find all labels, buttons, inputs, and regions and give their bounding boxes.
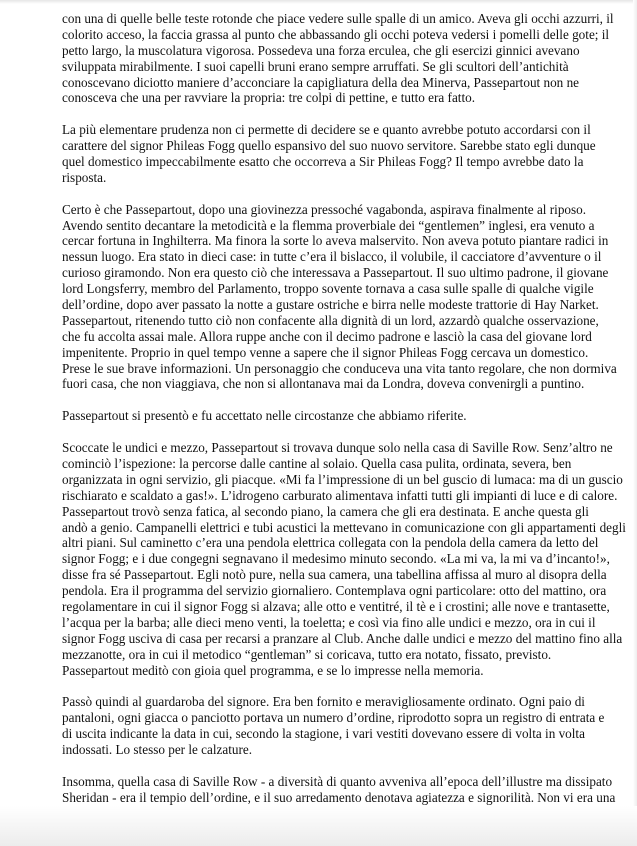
text-line: che fu accolta assai male. Allora ruppe anche con il decimo padrone e lasciò la casa del giovane lord xyxy=(62,328,592,344)
text-line: risposta. xyxy=(62,169,107,185)
text-line: Scoccate le undici e mezzo, Passepartout si trovava dunque solo nella casa di Saville Row. Senz’altro ne xyxy=(62,440,613,456)
text-line: sviluppata mirabilmente. I suoi capelli bruni erano sempre arruffati. Se gli scultori dell’antichità xyxy=(62,58,569,74)
paragraph xyxy=(62,11,614,106)
text-line: Passò quindi al guardaroba del signore. Era ben fornito e meravigliosamente ordinato. Ogni paio di xyxy=(62,694,585,710)
text-line: di uscita indicante la data in cui, secondo la stagione, i vari vestiti dovevano essere di volta in volta xyxy=(62,726,585,742)
text-line: mezzanotte, ora in cui il metodico “gentleman” si coricava, tutto era notato, fissato, previsto. xyxy=(62,646,552,662)
text-line: pendola. Era il programma del servizio giornaliero. Contemplava ogni particolare: otto del mattino, ora xyxy=(62,583,607,599)
text-line: Passepartout, ritenendo tutto ciò non confacente alla dignità di un lord, azzardò qualche osservazione, xyxy=(62,312,599,328)
text-line: curioso giramondo. Non era questo ciò che interessava a Passepartout. Il suo ultimo padrone, il giovane xyxy=(62,265,609,281)
text-line: Insomma, quella casa di Saville Row - a diversità di quanto avveniva all’epoca dell’illustre ma dissipato xyxy=(62,773,613,789)
text-line: lord Longsferry, membro del Parlamento, troppo sovente tornava a casa sulle spalle di qualche vigile xyxy=(62,281,594,297)
text-line: quel domestico impeccabilmente esatto che occorreva a Sir Phileas Fogg? Il tempo avrebbe dato la xyxy=(62,154,584,170)
text-line: Passepartout si presentò e fu accettato nelle circostanze che abbiamo riferite. xyxy=(62,408,467,424)
paragraph xyxy=(62,408,582,424)
text-line: altri piani. Sul caminetto c’era una pendola elettrica collegata con la pendola della camera da letto del xyxy=(62,535,599,551)
page-bottom-edge xyxy=(0,806,637,846)
text-line: rischiarato e scaldato a gas!». L’idrogeno carburato alimentava infatti tutti gli impianti di luce e di calore. xyxy=(62,487,618,503)
page-right-edge xyxy=(633,0,637,846)
text-line: regolamentare in cui il signor Fogg si alzava; alle otto e ventitré, il tè e i crostini; alle nove e trantasette, xyxy=(62,598,610,614)
text-line: colorito acceso, la faccia grassa al punto che abbassando gli occhi poteva vedersi i pomelli delle gote; il xyxy=(62,26,610,42)
text-line: Passepartout trovò senza fatica, al secondo piano, la camera che gli era destinata. E anche questa gli xyxy=(62,503,589,519)
text-line: andò a genio. Campanelli elettrici e tubi acustici la mettevano in comunicazione con gli appartamenti degli xyxy=(62,519,626,535)
text-line: Prese le sue brave informazioni. Un personaggio che conduceva una vita tanto regolare, che non dormiva xyxy=(62,360,617,376)
text-line: nessun luogo. Era stato in dieci case: in tutte c’era il bislacco, il volubile, il cacciatore d’avventure o il xyxy=(62,249,602,265)
text-line: disse fra sé Passepartout. Egli notò pure, nella sua camera, una tabellina affissa al muro al disopra della xyxy=(62,567,607,583)
text-line: fuori casa, che non viaggiava, che non si allontanava mai da Londra, doveva convenirgli a puntino. xyxy=(62,376,585,392)
text-line: Certo è che Passepartout, dopo una giovinezza pressoché vagabonda, aspirava finalmente al riposo. xyxy=(62,201,587,217)
text-line: indossati. Lo stesso per le calzature. xyxy=(62,741,253,757)
text-line: signor Fogg usciva di casa per recarsi a pranzare al Club. Anche dalle undici e mezzo del mattino fino alla xyxy=(62,630,623,646)
text-line: La più elementare prudenza non ci permette di decidere se e quanto avrebbe potuto accordarsi con il xyxy=(62,122,591,138)
text-line: con una di quelle belle teste rotonde che piace vedere sulle spalle di un amico. Aveva gli occhi azzurri, il xyxy=(62,11,614,26)
paragraph xyxy=(62,122,596,186)
text-line: conoscevano diciotto maniere d’acconciare la capigliatura della dea Minerva, Passepartout non ne xyxy=(62,74,580,90)
text-line: Passepartout meditò con gioia quel programma, e se lo impresse nella memoria. xyxy=(62,662,484,678)
text-line: cominciò l’ispezione: la percorse dalle cantine al solaio. Quella casa pulita, ordinata, severa, ben xyxy=(62,455,572,471)
text-line: dell’ordine, dopo aver passato la notte a gustare ostriche e birra nelle modeste trattorie di Hay Narket. xyxy=(62,297,599,313)
text-line: Avendo sentito decantare la metodicità e la flemma proverbiale dei “gentlemen” inglesi, era venuto a xyxy=(62,217,595,233)
paragraph xyxy=(62,694,605,758)
text-line: conosceva che una per ravviare la propria: tre colpi di pettine, e tutto era fatto. xyxy=(62,90,476,106)
text-line: l’acqua per la barba; alle dieci meno venti, la toeletta; e così via fino alle undici e mezzo, ora in cui il xyxy=(62,614,596,630)
document-page xyxy=(62,11,626,837)
paragraph xyxy=(62,201,617,393)
text-line: organizzata in ogni servizio, gli piacque. «Mi fa l’impressione di un bel guscio di lumaca: ma di un guscio xyxy=(62,471,623,487)
page-top-edge xyxy=(0,0,637,4)
text-line: signor Fogg; e i due congegni segnavano il medesimo minuto secondo. «La mi va, la mi va d’incanto!», xyxy=(62,551,610,567)
text-line: carattere del signor Phileas Fogg quello espansivo del suo nuovo servitore. Sarebbe stato egli dunque xyxy=(62,138,596,154)
text-line: Sheridan - era il tempio dell’ordine, e il suo arredamento denotava agiatezza e signorilità. Non vi era una xyxy=(62,789,616,805)
text-line: impenitente. Proprio in quel tempo venne a sapere che il signor Phileas Fogg cercava un domestico. xyxy=(62,344,589,360)
text-line: cercar fortuna in Inghilterra. Ma finora la sorte lo aveva malservito. Non aveva potuto piantare radici in xyxy=(62,233,609,249)
paragraph xyxy=(62,440,626,678)
text-line: pantaloni, ogni giacca o panciotto portava un numero d’ordine, riprodotto sopra un registro di entrata e xyxy=(62,710,605,726)
text-line: petto largo, la muscolatura vigorosa. Possedeva una forza erculea, che gli esercizi ginnici avevano xyxy=(62,42,580,58)
